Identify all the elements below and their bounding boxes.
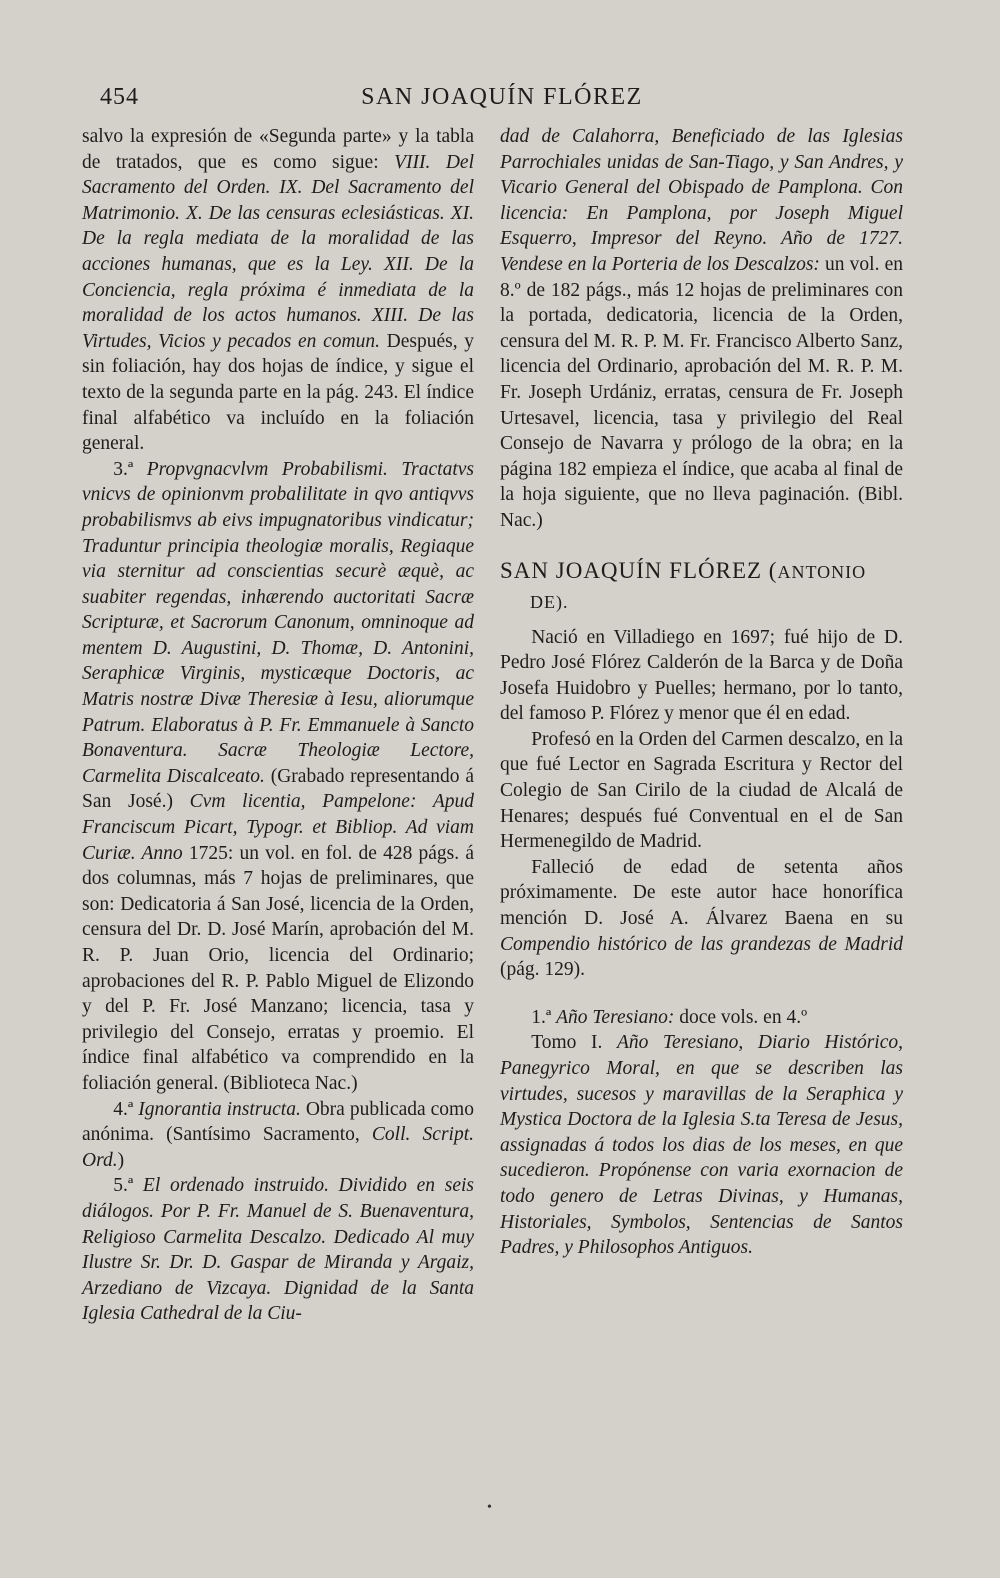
right-paragraph-6 <box>500 1030 903 1260</box>
italic-run: VIII. Del Sacramento del Orden. IX. Del Sacramento del Matrimonio. X. De las censuras eclesiásticas. XI. De la regla mediata de la moralidad de las acciones humanas, que es la Ley. XII. De la Conciencia, regla próxima é inmediata de la moralidad de los actos humanos. XIII. De las Virtudes, Vicios y pecados en comun. <box>82 151 474 352</box>
heading-name: SAN JOAQUÍN FLÓREZ ( <box>500 557 778 583</box>
left-column <box>82 124 474 1327</box>
entry-number: 4.ª <box>113 1098 139 1120</box>
text-run: (Grabado representando á San José.) <box>82 765 474 813</box>
right-paragraph-1 <box>500 124 903 534</box>
right-column <box>500 124 903 1261</box>
italic-run: dad de Calahorra, Beneficiado de las Iglesias Parrochiales unidas de San-Tiago, y San Andres, y Vicario General del Obispado de Pamplona. Con licencia: En Pamplona, por Joseph Miguel Esquerro, Impresor del Reyno. Año de 1727. Vendese en la Porteria de los Descalzos: <box>500 126 903 275</box>
right-paragraph-5 <box>500 1005 903 1031</box>
left-paragraph-4 <box>82 1173 474 1327</box>
entry-number: 1.ª <box>531 1006 557 1028</box>
italic-run: Ignorantia instructa. <box>138 1098 301 1120</box>
italic-run: Coll. Script. Ord. <box>82 1124 474 1171</box>
text-run: un vol. en 8.º de 182 págs., más 12 hojas de preliminares con la portada, dedicatoria, licencia de la Orden, censura del M. R. P. M. Fr. Francisco Alberto Sanz, licencia del Ordinario, aprobación del M. R. P. M. Fr. Joseph Urdániz, erratas, censura de Fr. Joseph Urtesavel, licencia, tasa y privilegio del Real Consejo de Navarra y prólogo de la obra; en la página 182 empieza el índice, que acaba al final de la hoja siguiente, que no lleva paginación. (Bibl. Nac.) <box>500 253 904 531</box>
right-paragraph-4 <box>500 855 903 983</box>
text-run: ) <box>117 1149 125 1171</box>
running-title: SAN JOAQUÍN FLÓREZ <box>361 84 643 110</box>
text-run: doce vols. en 4.º <box>674 1006 808 1028</box>
right-paragraph-3: Profesó en la Orden del Carmen descalzo, en la que fué Lector en Sagrada Escritura y Rector del Colegio de San Cirilo de la ciudad de Alcalá de Henares; después fué Conventual en el de San Hermenegildo de Madrid. <box>500 728 903 853</box>
left-paragraph-3 <box>82 1097 474 1174</box>
italic-run: Año Teresiano: <box>556 1006 675 1028</box>
italic-run: Año Teresiano, Diario Histórico, Panegyrico Moral, en que se describen las virtudes, sucesos y maravillas de la Seraphica y Mystica Doctora de la Iglesia S.ta Teresa de Jesus, assignadas á todos los dias de los meses, en que sucedieron. Propónense con varia exornacion de todo genero de Letras Divinas, y Humanas, Historiales, Symbolos, Sentencias de Santos Padres, y Philosophos Antiguos. <box>500 1032 903 1259</box>
text-run: 1725: un vol. en fol. de 428 págs. á dos columnas, más 7 hojas de preliminares, que son: Dedicatoria á San José, licencia de la Orden, censura del Dr. D. José Marín, aprobación del M. R. P. Juan Orio, licencia del Ordinario; aprobaciones del R. P. Pablo Miguel de Elizondo y del P. Fr. José Manzano; licencia, tasa y privilegio del Consejo, erratas y proemio. El índice final alfabético va comprendido en la foliación general. (Biblioteca Nac.) <box>82 842 474 1094</box>
italic-run: Compendio histórico de las grandezas de Madrid <box>500 933 903 955</box>
italic-run: Propvgnacvlvm Probabilismi. Tractatvs vnicvs de opinionvm probalilitate in qvo antiqvvs probabilismvs ab eivs impugnatoribus vindicatur; Traduntur principia theologiæ moralis, Regiaque via sternitur ad conscientias securè æquè, ac suabiter regendas, inhærendo auctoritati Sacræ Scripturæ, et Sacrorum Canonum, omninoque ad mentem D. Augustini, D. Thomæ, D. Antonini, Seraphicæ Virginis, mysticæque Doctoris, ac Matris nostræ Divæ Theresiæ à Iesu, aliorumque Patrum. Elaboratus à P. Fr. Emmanuele à Sancto Bonaventura. Sacræ Theologiæ Lectore, Carmelita Discalceato. <box>82 458 474 787</box>
text-run: Falleció de edad de setenta años próximamente. De este autor hace honorífica mención D. José A. Álvarez Baena en su <box>500 856 903 930</box>
heading-continuation: DE). <box>530 591 569 612</box>
entry-number: 5.ª <box>113 1175 143 1197</box>
text-run: Obra publicada como anónima. (Santísimo Sacramento, <box>82 1098 474 1146</box>
page-header <box>82 84 922 120</box>
entry-number: 3.ª <box>113 458 147 480</box>
italic-run: El ordenado instruido. Dividido en seis diálogos. Por P. Fr. Manuel de S. Buenaventura, Religioso Carmelita Descalzo. Dedicado Al muy Ilustre Sr. Dr. D. Gaspar de Miranda y Argaiz, Arzediano de Vizcaya. Dignidad de la Santa Iglesia Cathedral de la Ciu- <box>82 1175 474 1325</box>
footer-mark: • <box>487 1500 492 1515</box>
left-paragraph-1 <box>82 124 474 457</box>
author-heading <box>500 556 903 617</box>
italic-run: Cvm licentia, Pampelone: Apud Franciscum Picart, Typogr. et Bibliop. Ad viam Curiæ. Anno <box>82 791 474 864</box>
text-run: salvo la expresión de «Segunda parte» y la tabla de tratados, que es como sigue: <box>82 126 474 173</box>
right-paragraph-2: Nació en Villadiego en 1697; fué hijo de D. Pedro José Flórez Calderón de la Barca y de Doña Josefa Huidobro y Puelles; hermano, por lo tanto, del famoso P. Flórez y menor que él en edad. <box>500 626 903 725</box>
text-run: Tomo I. <box>531 1032 617 1054</box>
text-run: Después, y sin foliación, hay dos hojas de índice, y sigue el texto de la segunda parte en la pág. 243. El índice final alfabético va incluído en la foliación general. <box>82 330 474 455</box>
page-number: 454 <box>100 84 139 110</box>
heading-first-name: ANTONIO <box>777 561 867 582</box>
left-paragraph-2 <box>82 457 474 1097</box>
text-run: (pág. 129). <box>500 959 586 981</box>
